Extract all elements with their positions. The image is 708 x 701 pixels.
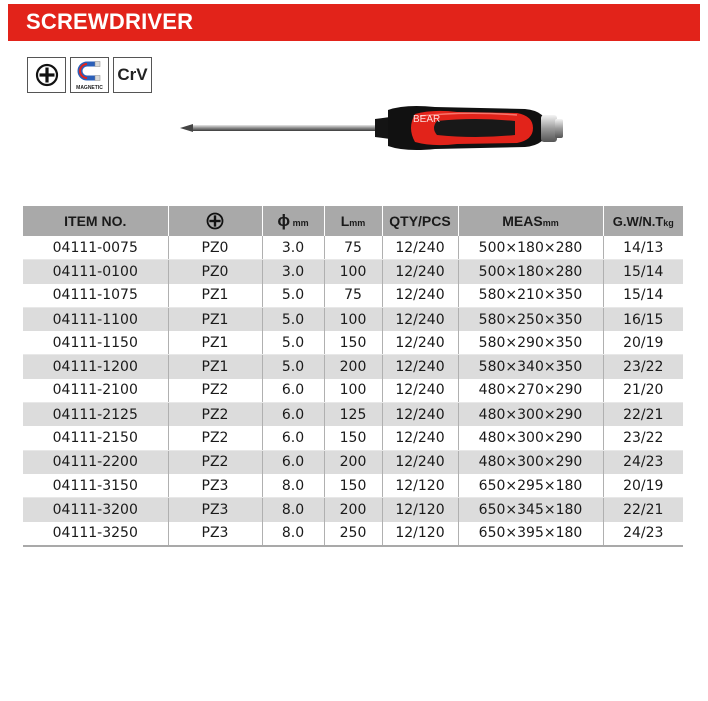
cell-diameter: 5.0	[262, 307, 324, 331]
cell-meas: 580×340×350	[458, 355, 603, 379]
cell-diameter: 5.0	[262, 331, 324, 355]
cell-meas: 580×210×350	[458, 284, 603, 308]
col-qty: QTY/PCS	[382, 206, 458, 236]
cell-item-no: 04111-2200	[23, 450, 168, 474]
cell-tip: PZ2	[168, 379, 262, 403]
cell-length: 150	[324, 474, 382, 498]
col-length: Lmm	[324, 206, 382, 236]
cell-length: 200	[324, 450, 382, 474]
cell-tip: PZ1	[168, 284, 262, 308]
table-row	[23, 403, 683, 427]
cell-diameter: 6.0	[262, 379, 324, 403]
cell-diameter: 6.0	[262, 450, 324, 474]
cell-tip: PZ1	[168, 331, 262, 355]
cell-diameter: 5.0	[262, 284, 324, 308]
pozidriv-icon	[35, 63, 59, 87]
crv-badge	[113, 57, 152, 93]
cell-meas: 500×180×280	[458, 236, 603, 260]
crv-label: CrV	[117, 65, 148, 84]
cell-qty: 12/240	[382, 260, 458, 284]
cell-item-no: 04111-1150	[23, 331, 168, 355]
magnetic-label: MAGNETIC	[76, 85, 103, 91]
cell-qty: 12/240	[382, 403, 458, 427]
cell-tip: PZ2	[168, 403, 262, 427]
cell-qty: 12/240	[382, 307, 458, 331]
cell-weight: 20/19	[603, 331, 683, 355]
cell-weight: 23/22	[603, 355, 683, 379]
cell-qty: 12/240	[382, 379, 458, 403]
cell-meas: 480×270×290	[458, 379, 603, 403]
cell-meas: 500×180×280	[458, 260, 603, 284]
cell-length: 200	[324, 355, 382, 379]
cell-weight: 15/14	[603, 284, 683, 308]
cell-weight: 22/21	[603, 403, 683, 427]
pozidriv-badge	[27, 57, 66, 93]
magnet-icon	[77, 61, 103, 83]
cell-length: 125	[324, 403, 382, 427]
cell-qty: 12/240	[382, 355, 458, 379]
feature-badges	[27, 57, 152, 93]
cell-diameter: 3.0	[262, 236, 324, 260]
cell-length: 150	[324, 331, 382, 355]
cell-meas: 480×300×290	[458, 403, 603, 427]
cell-qty: 12/120	[382, 498, 458, 522]
cell-tip: PZ3	[168, 522, 262, 546]
cell-item-no: 04111-1200	[23, 355, 168, 379]
cell-length: 150	[324, 426, 382, 450]
cell-meas: 650×345×180	[458, 498, 603, 522]
cell-item-no: 04111-0100	[23, 260, 168, 284]
cell-weight: 15/14	[603, 260, 683, 284]
table-row	[23, 260, 683, 284]
cell-item-no: 04111-1075	[23, 284, 168, 308]
cell-weight: 24/23	[603, 450, 683, 474]
cell-diameter: 8.0	[262, 498, 324, 522]
table-row	[23, 522, 683, 546]
col-weight: G.W/N.Tkg	[603, 206, 683, 236]
cell-tip: PZ3	[168, 498, 262, 522]
col-tip	[168, 206, 262, 236]
cell-meas: 650×295×180	[458, 474, 603, 498]
cell-weight: 20/19	[603, 474, 683, 498]
cell-diameter: 6.0	[262, 426, 324, 450]
cell-meas: 580×250×350	[458, 307, 603, 331]
cell-item-no: 04111-3150	[23, 474, 168, 498]
table-row	[23, 498, 683, 522]
table-row	[23, 426, 683, 450]
table-row	[23, 355, 683, 379]
cell-item-no: 04111-1100	[23, 307, 168, 331]
cell-diameter: 5.0	[262, 355, 324, 379]
cell-weight: 23/22	[603, 426, 683, 450]
cell-qty: 12/240	[382, 331, 458, 355]
magnetic-badge	[70, 57, 109, 93]
table-row	[23, 284, 683, 308]
cell-length: 200	[324, 498, 382, 522]
spec-table	[23, 206, 683, 547]
cell-item-no: 04111-2150	[23, 426, 168, 450]
table-row	[23, 331, 683, 355]
pozidriv-icon	[206, 212, 224, 230]
cell-tip: PZ1	[168, 307, 262, 331]
cell-item-no: 04111-0075	[23, 236, 168, 260]
title-bar	[8, 4, 700, 41]
brand-text: BEAR	[413, 114, 441, 125]
cell-qty: 12/240	[382, 236, 458, 260]
cell-item-no: 04111-2125	[23, 403, 168, 427]
cell-weight: 24/23	[603, 522, 683, 546]
cell-diameter: 8.0	[262, 522, 324, 546]
col-meas: MEASmm	[458, 206, 603, 236]
cell-length: 100	[324, 379, 382, 403]
cell-item-no: 04111-3200	[23, 498, 168, 522]
cell-diameter: 8.0	[262, 474, 324, 498]
cell-qty: 12/240	[382, 284, 458, 308]
col-diameter: ϕ mm	[262, 206, 324, 236]
cell-tip: PZ0	[168, 236, 262, 260]
cell-length: 75	[324, 284, 382, 308]
product-image	[175, 95, 575, 160]
cell-tip: PZ0	[168, 260, 262, 284]
cell-meas: 480×300×290	[458, 450, 603, 474]
table-row	[23, 307, 683, 331]
cell-qty: 12/240	[382, 450, 458, 474]
cell-meas: 480×300×290	[458, 426, 603, 450]
cell-weight: 21/20	[603, 379, 683, 403]
table-row	[23, 450, 683, 474]
screwdriver-illustration	[175, 95, 575, 155]
cell-diameter: 6.0	[262, 403, 324, 427]
table-header-row	[23, 206, 683, 236]
cell-qty: 12/120	[382, 474, 458, 498]
col-item-no: ITEM NO.	[23, 206, 168, 236]
cell-length: 100	[324, 307, 382, 331]
cell-length: 250	[324, 522, 382, 546]
cell-weight: 14/13	[603, 236, 683, 260]
cell-weight: 16/15	[603, 307, 683, 331]
cell-tip: PZ3	[168, 474, 262, 498]
cell-weight: 22/21	[603, 498, 683, 522]
cell-qty: 12/240	[382, 426, 458, 450]
cell-meas: 650×395×180	[458, 522, 603, 546]
cell-diameter: 3.0	[262, 260, 324, 284]
cell-meas: 580×290×350	[458, 331, 603, 355]
cell-item-no: 04111-3250	[23, 522, 168, 546]
table-row	[23, 474, 683, 498]
cell-length: 75	[324, 236, 382, 260]
cell-tip: PZ2	[168, 426, 262, 450]
cell-tip: PZ1	[168, 355, 262, 379]
cell-tip: PZ2	[168, 450, 262, 474]
cell-length: 100	[324, 260, 382, 284]
table-row	[23, 236, 683, 260]
page-title: SCREWDRIVER	[26, 9, 194, 34]
cell-qty: 12/120	[382, 522, 458, 546]
cell-item-no: 04111-2100	[23, 379, 168, 403]
table-row	[23, 379, 683, 403]
